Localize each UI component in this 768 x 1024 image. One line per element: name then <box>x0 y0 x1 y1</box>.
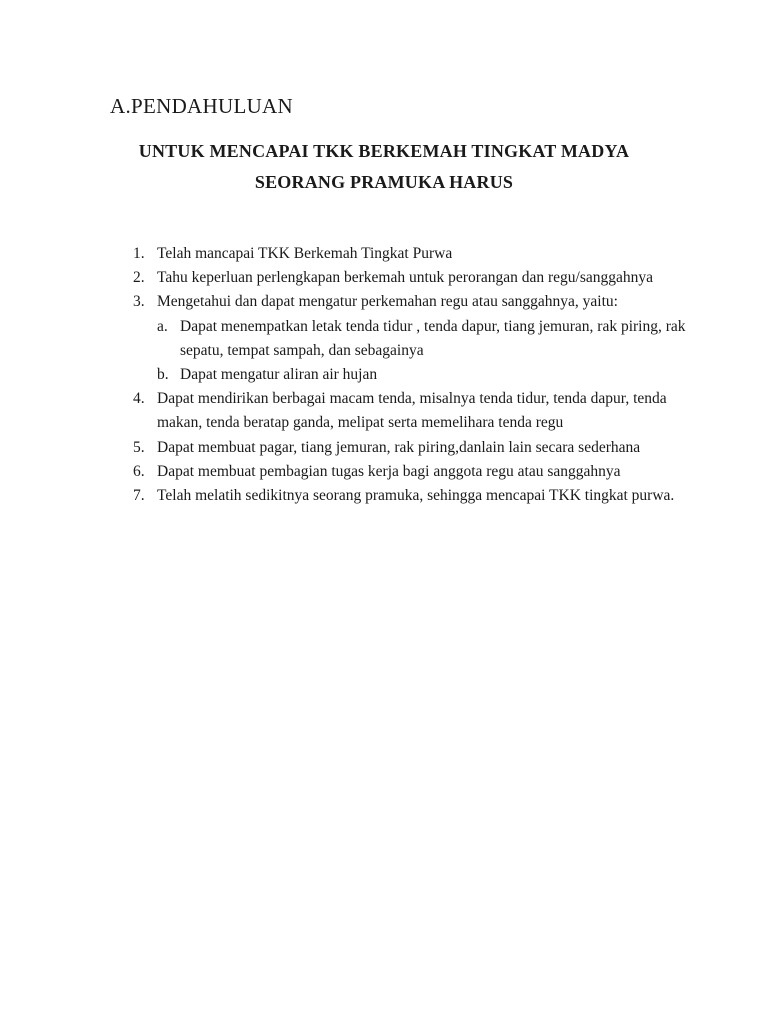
list-item <box>133 266 693 290</box>
list-item <box>133 436 693 460</box>
document-subtitle <box>0 136 768 198</box>
list-item <box>133 290 693 387</box>
list-item <box>133 242 693 266</box>
sub-list-item <box>157 363 693 387</box>
item-number: 4. <box>133 390 145 408</box>
sub-item-text: Dapat mengatur aliran air hujan <box>180 366 378 384</box>
item-text: Tahu keperluan perlengkapan berkemah untuk perorangan dan regu/sanggahnya <box>157 269 654 287</box>
section-heading: A.PENDAHULUAN <box>110 94 293 118</box>
item-number: 2. <box>133 269 145 287</box>
list-item <box>133 484 693 508</box>
item-number: 7. <box>133 487 145 505</box>
item-text: Dapat membuat pembagian tugas kerja bagi anggota regu atau sanggahnya <box>157 462 621 480</box>
sub-item-text: Dapat menempatkan letak tenda tidur , tenda dapur, tiang jemuran, rak piring, rak sepatu, tempat sampah, dan sebagainya <box>180 317 686 359</box>
list-item <box>133 387 693 435</box>
item-number: 5. <box>133 438 145 456</box>
item-text: Dapat membuat pagar, tiang jemuran, rak piring,danlain lain secara sederhana <box>157 438 641 456</box>
item-text: Dapat mendirikan berbagai macam tenda, misalnya tenda tidur, tenda dapur, tenda makan, tenda beratap ganda, melipat serta memelihara tenda regu <box>157 390 667 432</box>
list-item <box>133 460 693 484</box>
sub-item-letter: b. <box>157 366 169 384</box>
subtitle-line: SEORANG PRAMUKA HARUS <box>254 172 514 192</box>
item-text: Telah melatih sedikitnya seorang pramuka, sehingga mencapai TKK tingkat purwa. <box>157 487 675 505</box>
requirements-list <box>133 242 693 508</box>
item-text: Mengetahui dan dapat mengatur perkemahan regu atau sanggahnya, yaitu: <box>157 293 618 311</box>
sub-list-item <box>157 315 693 363</box>
item-number: 3. <box>133 293 145 311</box>
item-number: 6. <box>133 462 145 480</box>
item-text: Telah mancapai TKK Berkemah Tingkat Purwa <box>157 245 453 262</box>
item-number: 1. <box>133 245 145 262</box>
subtitle-line: UNTUK MENCAPAI TKK BERKEMAH TINGKAT MADYA <box>138 141 630 161</box>
sub-item-letter: a. <box>157 317 168 335</box>
sub-list <box>157 315 693 388</box>
